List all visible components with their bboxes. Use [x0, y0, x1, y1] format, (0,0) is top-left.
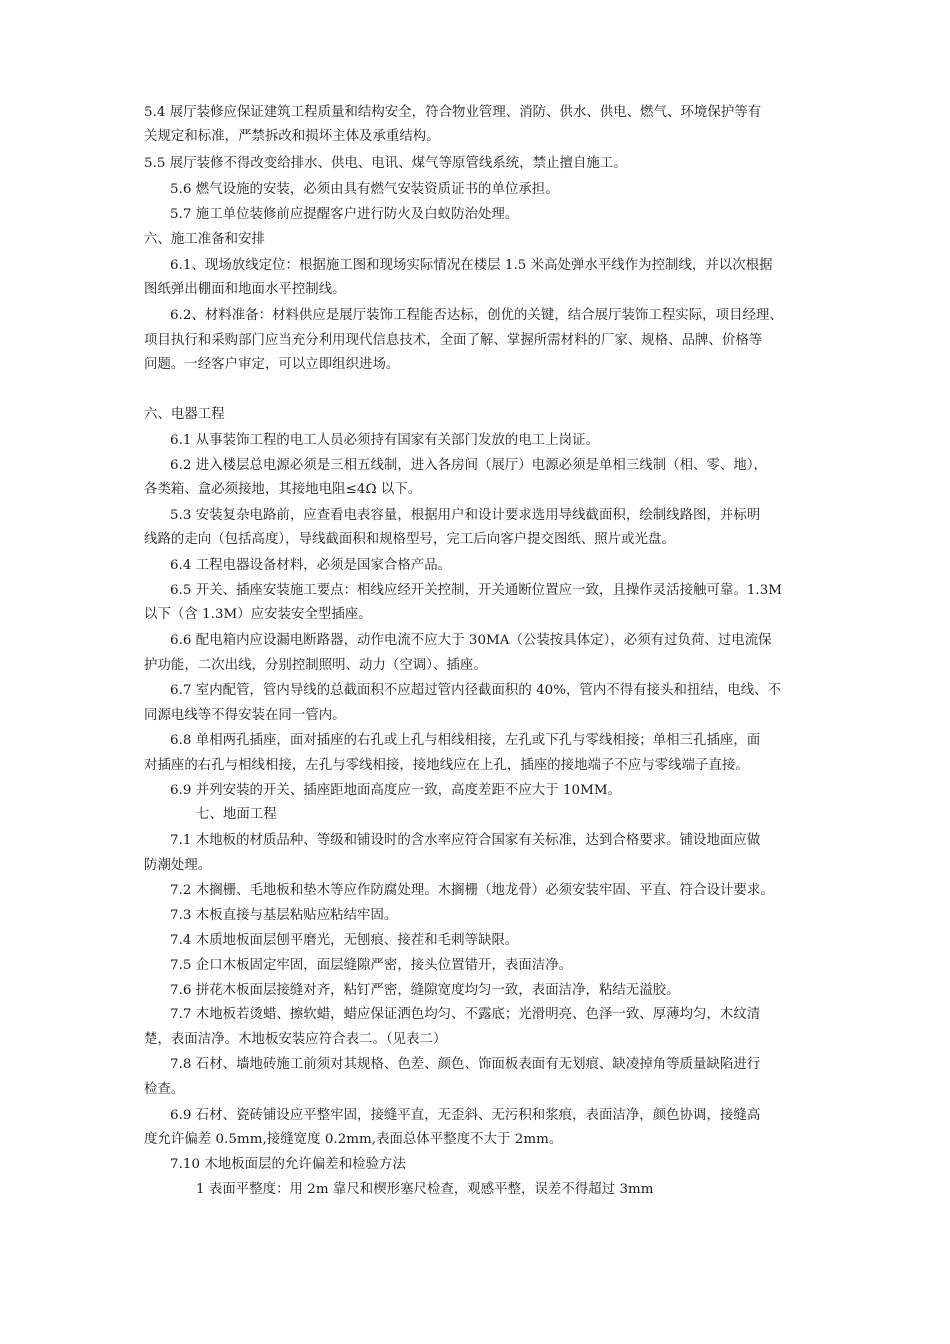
- text-line: 6.9 并列安装的开关、插座距地面高度应一致，高度差距不应大于 10MM。: [170, 783, 622, 798]
- text-line: 线路的走向（包括高度），导线截面积和规格型号，完工后向客户提交图纸、照片或光盘。: [144, 532, 675, 547]
- text-line: 7.5 企口木板固定牢固，面层缝隙严密，接头位置错开，表面洁净。: [170, 958, 573, 973]
- text-line: 问题。一经客户审定，可以立即组织进场。: [144, 357, 400, 372]
- text-line: 7.10 木地板面层的允许偏差和检验方法: [170, 1157, 406, 1172]
- text-line: 7.2 木搁栅、毛地板和垫木等应作防腐处理。木搁栅（地龙骨）必须安装牢固、平直、符合设计要求。: [170, 883, 774, 898]
- text-line: 5.5 展厅装修不得改变给排水、供电、电讯、煤气等原管线系统，禁止擅自施工。: [144, 156, 627, 171]
- text-line: 6.5 开关、插座安装施工要点：相线应经开关控制，开关通断位置应一致，且操作灵活接触可靠。1.3M: [170, 583, 783, 598]
- section-heading: 六、施工准备和安排: [144, 232, 265, 247]
- text-line: 6.4 工程电器设备材料，必须是国家合格产品。: [170, 558, 452, 573]
- section-heading: 七、地面工程: [196, 807, 277, 822]
- text-line: 5.4 展厅装修应保证建筑工程质量和结构安全，符合物业管理、消防、供水、供电、燃气、环境保护等有: [144, 105, 762, 120]
- text-line: 对插座的右孔与相线相接，左孔与零线相接，接地线应在上孔，插座的接地端子不应与零线端子直接。: [144, 758, 749, 773]
- text-line: 6.9 石材、瓷砖铺设应平整牢固，接缝平直，无歪斜、无污积和浆痕，表面洁净，颜色协调，接缝高: [170, 1108, 761, 1123]
- text-line: 7.3 木板直接与基层粘贴应粘结牢固。: [170, 908, 398, 923]
- text-line: 护功能，二次出线，分别控制照明、动力（空调）、插座。: [144, 658, 487, 673]
- text-line: 项目执行和采购部门应当充分利用现代信息技术，全面了解、掌握所需材料的厂家、规格、品牌、价格等: [144, 333, 763, 348]
- text-line: 度允许偏差 0.5mm,接缝宽度 0.2mm,表面总体平整度不大于 2mm。: [144, 1132, 563, 1147]
- text-line: 楚，表面洁净。木地板安装应符合表二。（见表二）: [144, 1032, 447, 1047]
- text-line: 6.8 单相两孔插座，面对插座的右孔或上孔与相线相接，左孔或下孔与零线相接；单相三孔插座，面: [170, 733, 761, 748]
- text-line: 5.6 燃气设施的安装，必须由具有燃气安装资质证书的单位承担。: [170, 182, 559, 197]
- text-line: 6.2 进入楼层总电源必须是三相五线制，进入各房间（展厅）电源必须是单相三线制（相、零、地），: [170, 458, 767, 473]
- text-line: 防潮处理。: [144, 858, 212, 873]
- text-line: 7.1 木地板的材质品种、等级和铺设时的含水率应符合国家有关标准，达到合格要求。铺设地面应做: [170, 833, 761, 848]
- text-line: 同源电线等不得安装在同一管内。: [144, 708, 346, 723]
- text-line: 7.4 木质地板面层刨平磨光，无刨痕、接茬和毛刺等缺限。: [170, 933, 519, 948]
- text-line: 6.1、现场放线定位：根据施工图和现场实际情况在楼层 1.5 米高处弹水平线作为控制线，并以次根据: [170, 258, 773, 273]
- text-line: 图纸弹出棚面和地面水平控制线。: [144, 282, 346, 297]
- text-line: 7.6 拼花木板面层接缝对齐，粘钉严密，缝隙宽度均匀一致，表面洁净，粘结无溢胶。: [170, 983, 680, 998]
- section-heading: 六、电器工程: [144, 407, 225, 422]
- text-line: 6.1 从事装饰工程的电工人员必须持有国家有关部门发放的电工上岗证。: [170, 433, 599, 448]
- text-line: 7.8 石材、墙地砖施工前须对其规格、色差、颜色、饰面板表面有无划痕、缺凌掉角等质量缺陷进行: [170, 1057, 761, 1072]
- text-line: 以下（含 1.3M）应安装安全型插座。: [144, 607, 372, 622]
- text-line: 7.7 木地板若烫蜡、擦软蜡，蜡应保证洒色均匀、不露底；光滑明亮、色泽一致、厚薄均匀，木纹清: [170, 1007, 761, 1022]
- text-line: 6.6 配电箱内应设漏电断路器，动作电流不应大于 30MA（公装按具体定），必须有过负荷、过电流保: [170, 633, 772, 648]
- text-line: 6.7 室内配管，管内导线的总截面积不应超过管内径截面积的 40%，管内不得有接头和扭结，电线、不: [170, 683, 782, 698]
- text-line: 各类箱、盒必须接地，其接地电阻≤4Ω 以下。: [144, 482, 422, 497]
- text-line: 5.3 安装复杂电路前，应查看电表容量，根据用户和设计要求选用导线截面积，绘制线路图，并标明: [170, 508, 761, 523]
- text-line: 关规定和标准，严禁拆改和损坏主体及承重结构。: [144, 129, 440, 144]
- text-line: 6.2、材料准备：材料供应是展厅装饰工程能否达标，创优的关键，结合展厅装饰工程实际，项目经理、: [170, 308, 783, 323]
- text-line: 5.7 施工单位装修前应提醒客户进行防火及白蚁防治处理。: [170, 207, 519, 222]
- text-line: 1 表面平整度：用 2m 靠尺和楔形塞尺检查，观感平整，误差不得超过 3mm: [196, 1182, 654, 1197]
- text-line: 检查。: [144, 1082, 185, 1097]
